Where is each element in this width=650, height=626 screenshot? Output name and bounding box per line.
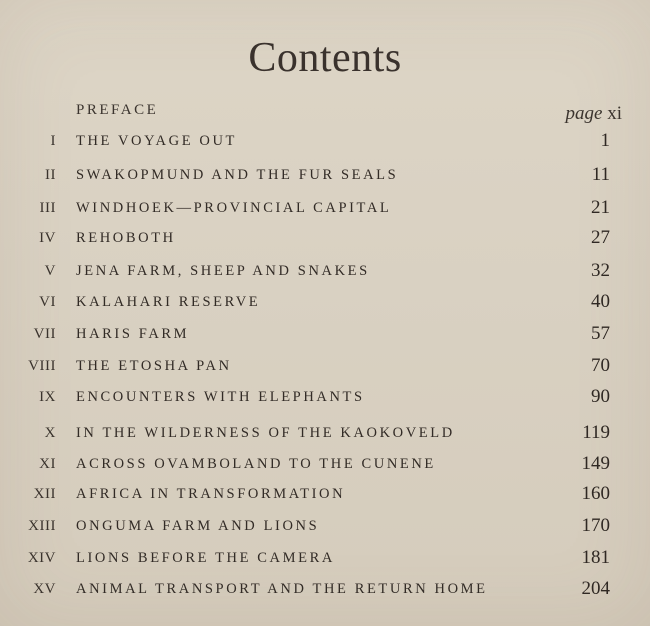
contents-entry	[0, 452, 650, 476]
chapter-number: XV	[33, 580, 56, 597]
chapter-title: ENCOUNTERS WITH ELEPHANTS	[76, 388, 365, 405]
chapter-title: SWAKOPMUND AND THE FUR SEALS	[76, 166, 399, 183]
chapter-title: THE VOYAGE OUT	[76, 132, 237, 149]
chapter-page: 1	[600, 130, 610, 151]
contents-entry	[0, 259, 650, 283]
chapter-page: 204	[581, 578, 610, 599]
chapter-title: WINDHOEK—PROVINCIAL CAPITAL	[76, 199, 392, 216]
contents-entry	[0, 290, 650, 314]
contents-entry	[0, 163, 650, 187]
chapter-title: ONGUMA FARM AND LIONS	[76, 517, 320, 534]
contents-entry	[0, 385, 650, 409]
chapter-number: XIV	[27, 549, 56, 566]
chapter-number: II	[45, 166, 56, 183]
chapter-page: 90	[591, 386, 610, 407]
chapter-number: V	[44, 262, 56, 279]
chapter-number: XIII	[28, 517, 56, 534]
chapter-number: VI	[39, 293, 56, 310]
preface-page-number: xi	[607, 103, 622, 124]
page-title: Contents	[248, 35, 402, 81]
contents-entry	[0, 196, 650, 220]
chapter-page: 32	[591, 260, 610, 281]
chapter-number: VII	[33, 325, 56, 342]
chapter-page: 57	[591, 323, 610, 344]
contents-entry	[0, 482, 650, 506]
chapter-page: 40	[591, 291, 610, 312]
contents-entry	[0, 354, 650, 378]
chapter-page: 160	[581, 483, 610, 504]
chapter-page: 70	[591, 355, 610, 376]
chapter-number: XII	[33, 485, 56, 502]
chapter-page: 11	[591, 164, 610, 185]
preface-label: PREFACE	[76, 102, 159, 118]
chapter-title: IN THE WILDERNESS OF THE KAOKOVELD	[76, 424, 455, 441]
chapter-number: X	[44, 424, 56, 441]
chapter-page: 170	[581, 515, 610, 536]
chapter-number: VIII	[28, 357, 56, 374]
chapter-title: KALAHARI RESERVE	[76, 293, 261, 310]
contents-entry	[0, 421, 650, 445]
contents-entry	[0, 129, 650, 153]
contents-entry	[0, 577, 650, 601]
contents-entry	[0, 226, 650, 250]
chapter-title: REHOBOTH	[76, 229, 176, 246]
page-word: page	[565, 103, 603, 124]
chapter-title: LIONS BEFORE THE CAMERA	[76, 549, 335, 566]
chapter-number: I	[50, 132, 56, 149]
chapter-title: THE ETOSHA PAN	[76, 357, 232, 374]
chapter-page: 21	[591, 197, 610, 218]
chapter-number: XI	[39, 455, 56, 472]
chapter-number: IV	[39, 229, 56, 246]
chapter-title: AFRICA IN TRANSFORMATION	[76, 485, 346, 502]
chapter-title: ANIMAL TRANSPORT AND THE RETURN HOME	[76, 580, 488, 597]
chapter-page: 181	[581, 547, 610, 568]
contents-entry	[0, 322, 650, 346]
chapter-number: III	[39, 199, 56, 216]
chapter-page: 119	[582, 422, 610, 443]
chapter-title: JENA FARM, SHEEP AND SNAKES	[76, 262, 370, 279]
chapter-number: IX	[39, 388, 56, 405]
contents-entry	[0, 514, 650, 538]
chapter-title: ACROSS OVAMBOLAND TO THE CUNENE	[76, 455, 436, 472]
chapter-page: 149	[581, 453, 610, 474]
contents-entry	[0, 546, 650, 570]
chapter-page: 27	[591, 227, 610, 248]
chapter-title: HARIS FARM	[76, 325, 190, 342]
